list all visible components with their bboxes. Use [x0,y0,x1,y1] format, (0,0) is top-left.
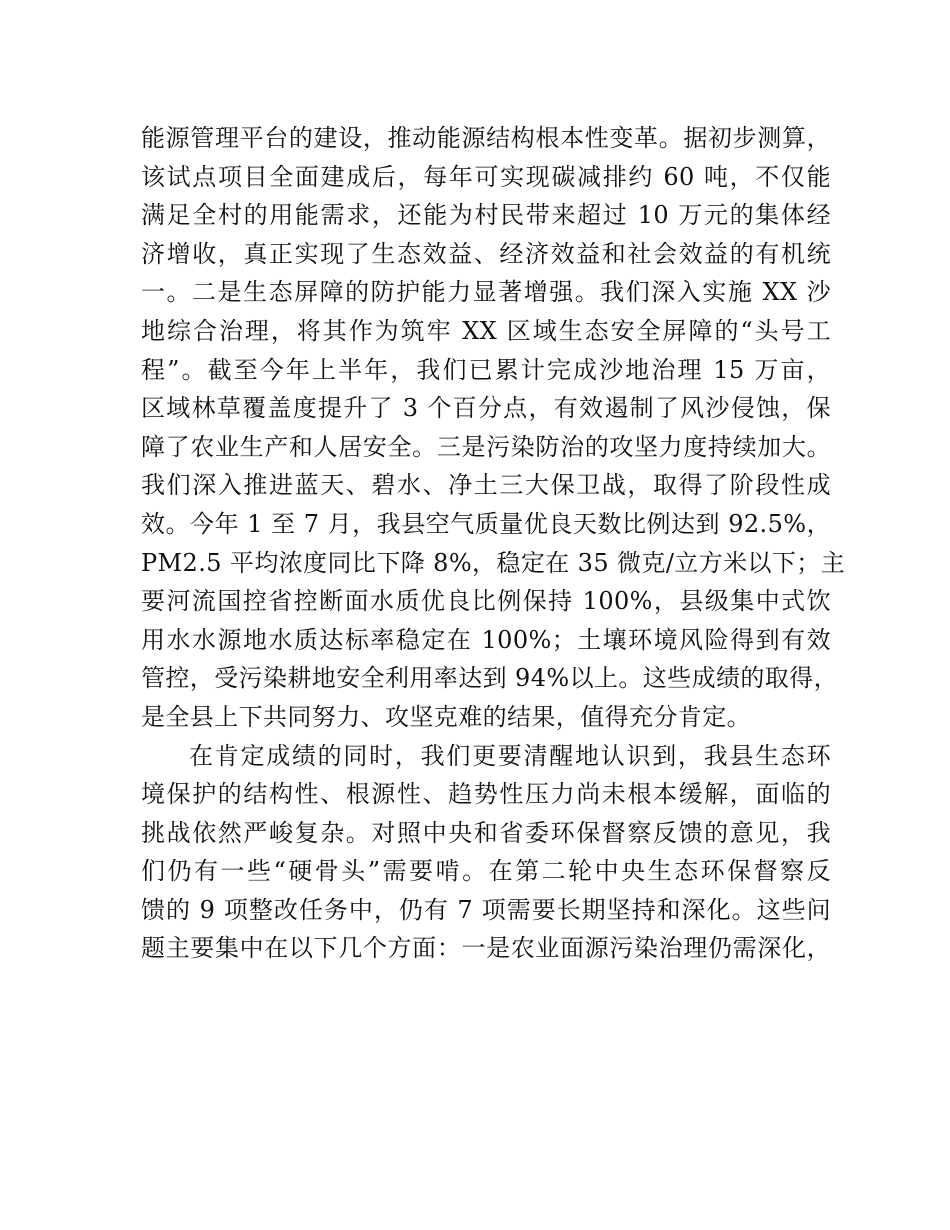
text-line: 该试点项目全面建成后，每年可实现碳减排约 60 吨，不仅能 [141,162,831,191]
text-line: 一。二是生态屏障的防护能力显著增强。我们深入实施 XX 沙 [141,278,831,307]
paragraph-1 [141,119,846,737]
text-line: 障了农业生产和人居安全。三是污染防治的攻坚力度持续加大。 [141,432,831,461]
text-line: 是全县上下共同努力、攻坚克难的结果，值得充分肯定。 [141,702,751,731]
text-line: 们仍有一些“硬骨头”需要啃。在第二轮中央生态环保督察反 [141,857,831,886]
text-line: 满足全村的用能需求，还能为村民带来超过 10 万元的集体经 [141,201,831,230]
text-line: 能源管理平台的建设，推动能源结构根本性变革。据初步测算， [141,124,831,152]
text-line: 管控，受污染耕地安全利用率达到 94%以上。这些成绩的取得， [141,664,838,693]
text-line: 用水水源地水质达标率稳定在 100%；土壤环境风险得到有效 [141,625,831,654]
text-line: 馈的 9 项整改任务中，仍有 7 项需要长期坚持和深化。这些问 [141,895,831,924]
text-line: 我们深入推进蓝天、碧水、净土三大保卫战，取得了阶段性成 [141,471,831,500]
text-line: 题主要集中在以下几个方面：一是农业面源污染治理仍需深化， [141,934,831,963]
text-line: 境保护的结构性、根源性、趋势性压力尚未根本缓解，面临的 [141,780,831,809]
text-line: 挑战依然严峻复杂。对照中央和省委环保督察反馈的意见，我 [141,818,831,847]
body-text [141,119,846,968]
text-line: 要河流国控省控断面水质优良比例保持 100%，县级集中式饮 [141,587,831,616]
text-line: 区域林草覆盖度提升了 3 个百分点，有效遏制了风沙侵蚀，保 [141,394,831,423]
text-line: 济增收，真正实现了生态效益、经济效益和社会效益的有机统 [141,239,831,268]
text-line: PM2.5 平均浓度同比下降 8%，稳定在 35 微克/立方米以下；主 [141,548,846,577]
paragraph-2 [141,737,831,969]
text-line: 效。今年 1 至 7 月，我县空气质量优良天数比例达到 92.5%， [141,509,831,538]
text-line: 在肯定成绩的同时，我们更要清醒地认识到，我县生态环 [189,741,831,770]
text-line: 地综合治理，将其作为筑牢 XX 区域生态安全屏障的“头号工 [141,316,831,345]
text-line: 程”。截至今年上半年，我们已累计完成沙地治理 15 万亩， [141,355,831,384]
